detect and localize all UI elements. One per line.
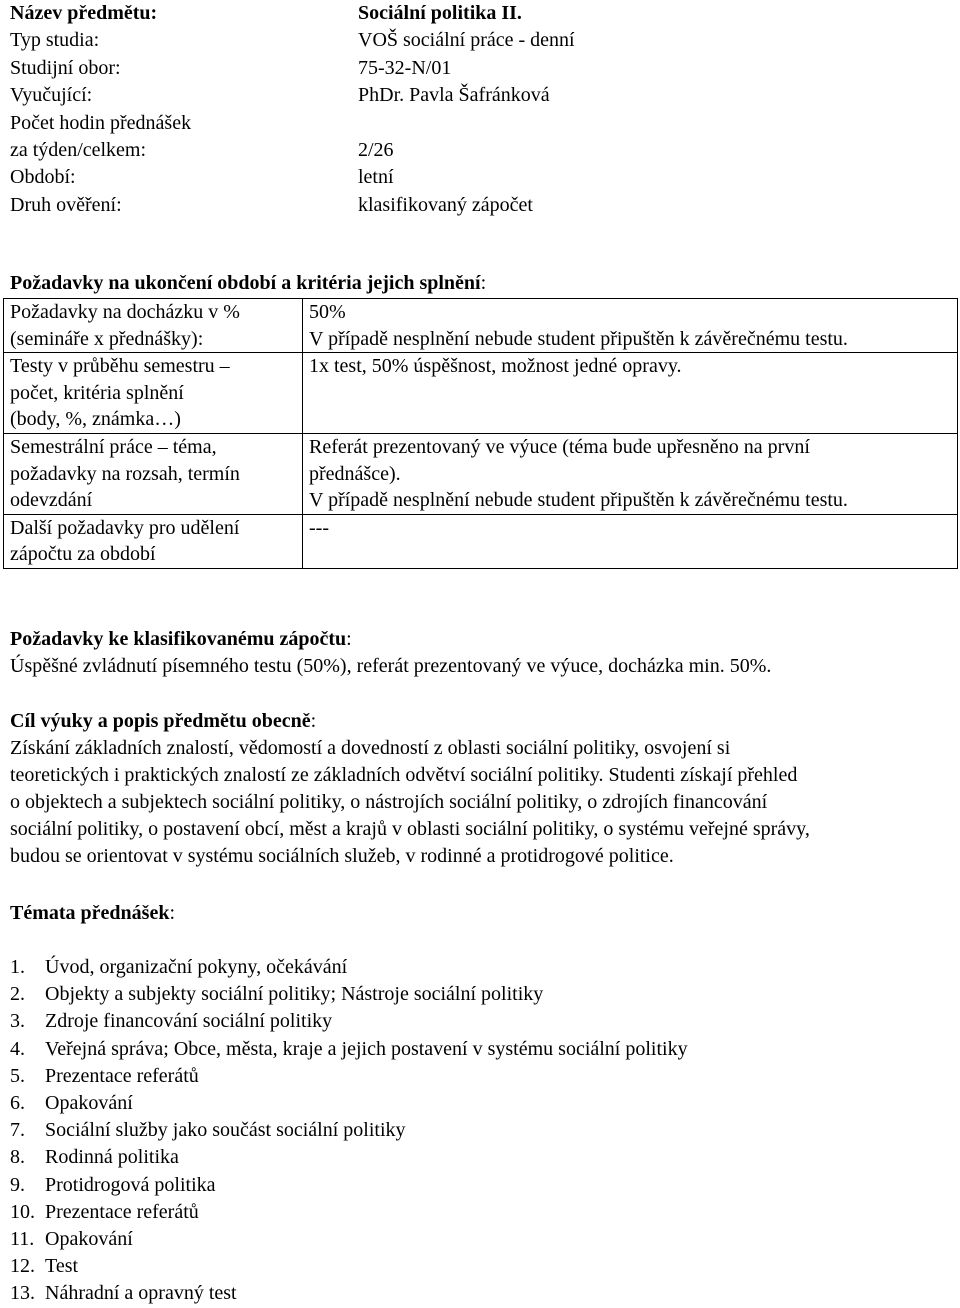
list-item-text: Prezentace referátů xyxy=(45,1064,199,1087)
header-value: 75-32-N/01 xyxy=(358,56,452,79)
list-item xyxy=(10,1253,688,1280)
cell-line: (body, %, známka…) xyxy=(10,408,181,431)
list-item-number: 11. xyxy=(10,1228,35,1251)
list-item-number: 5. xyxy=(10,1064,25,1087)
list-item-number: 3. xyxy=(10,1010,25,1033)
requirement-value-cell xyxy=(303,514,958,568)
header-value: PhDr. Pavla Šafránková xyxy=(358,84,550,107)
list-item xyxy=(10,1172,688,1199)
list-item xyxy=(10,1144,688,1171)
list-item-text: Protidrogová politika xyxy=(45,1173,216,1196)
table-row xyxy=(4,514,958,568)
list-item-text: Test xyxy=(45,1255,79,1278)
list-item-text: Prezentace referátů xyxy=(45,1200,199,1223)
header-label: Typ studia: xyxy=(10,29,100,52)
header-label: Počet hodin přednášek xyxy=(10,111,192,134)
paragraph-line: budou se orientovat v systému sociálních služeb, v rodinné a protidrogové politice. xyxy=(10,845,674,867)
requirement-value-cell xyxy=(303,433,958,514)
list-item-number: 10. xyxy=(10,1200,35,1223)
cell-line: přednášce). xyxy=(309,462,401,485)
header-row-verification xyxy=(10,192,950,219)
goal-title xyxy=(10,708,316,735)
header-row-teacher xyxy=(10,82,950,109)
list-item-text: Zdroje financování sociální politiky xyxy=(45,1010,333,1033)
requirements-title-text: Požadavky na ukončení období a kritéria jejich splnění xyxy=(10,272,481,294)
requirement-value-cell xyxy=(303,299,958,353)
list-item-number: 8. xyxy=(10,1146,25,1169)
list-item xyxy=(10,1226,688,1253)
header-label: Vyučující: xyxy=(10,84,93,107)
list-item xyxy=(10,1008,688,1035)
list-item-number: 7. xyxy=(10,1119,25,1142)
header-row-period xyxy=(10,164,950,191)
cell-line: --- xyxy=(309,516,329,539)
list-item-text: Náhradní a opravný test xyxy=(45,1282,237,1305)
classified-title-colon: : xyxy=(346,628,352,650)
header-row-field xyxy=(10,55,950,82)
list-item xyxy=(10,1117,688,1144)
cell-line: V případě nesplnění nebude student připuštěn k závěrečnému testu. xyxy=(309,489,848,512)
list-item xyxy=(10,954,688,981)
header-label: Druh ověření: xyxy=(10,193,122,216)
list-item xyxy=(10,1280,688,1307)
header-label: Období: xyxy=(10,166,76,189)
header-value: Sociální politika II. xyxy=(358,2,522,24)
list-item xyxy=(10,1063,688,1090)
requirements-title xyxy=(10,270,486,297)
classified-title xyxy=(10,626,352,653)
list-item-number: 6. xyxy=(10,1092,25,1115)
header-row-hours xyxy=(10,137,950,164)
list-item xyxy=(10,1090,688,1117)
cell-line: Semestrální práce – téma, xyxy=(10,435,217,458)
list-item-text: Úvod, organizační pokyny, očekávání xyxy=(45,956,348,978)
topics-title-text: Témata přednášek xyxy=(10,902,170,924)
paragraph-line: sociální politiky, o postavení obcí, měst a krajů v oblasti sociální politiky, o systému veřejné správy, xyxy=(10,818,810,840)
requirement-label-cell xyxy=(4,433,303,514)
header-label: za týden/celkem: xyxy=(10,138,147,161)
list-item xyxy=(10,1199,688,1226)
table-row xyxy=(4,353,958,434)
list-item xyxy=(10,981,688,1008)
topics-list xyxy=(10,954,688,1308)
topics-title-colon: : xyxy=(169,902,176,924)
requirement-label-cell xyxy=(4,299,303,353)
list-item-number: 12. xyxy=(10,1255,35,1278)
header-value: letní xyxy=(358,166,394,189)
topics-title xyxy=(10,900,175,927)
list-item-text: Objekty a subjekty sociální politiky; Nástroje sociální politiky xyxy=(45,983,544,1006)
cell-line: zápočtu za období xyxy=(10,543,156,566)
list-item-text: Sociální služby jako součást sociální politiky xyxy=(45,1119,406,1142)
cell-line: Referát prezentovaný ve výuce (téma bude upřesněno na první xyxy=(309,435,810,458)
cell-line: 50% xyxy=(309,301,346,323)
list-item-text: Opakování xyxy=(45,1228,133,1251)
cell-line: Další požadavky pro udělení xyxy=(10,516,240,539)
list-item-number: 9. xyxy=(10,1173,25,1196)
header-value: VOŠ sociální práce - denní xyxy=(358,29,575,52)
classified-title-text: Požadavky ke klasifikovanému zápočtu xyxy=(10,628,347,650)
header-row-hours-title xyxy=(10,110,950,137)
table-row xyxy=(4,433,958,514)
header-value: 2/26 xyxy=(358,138,394,161)
requirements-table xyxy=(3,298,958,569)
goal-title-colon: : xyxy=(310,710,317,732)
goal-paragraph xyxy=(10,735,955,870)
header-label: Studijní obor: xyxy=(10,56,121,79)
classified-text xyxy=(10,653,955,680)
goal-title-text: Cíl výuky a popis předmětu obecně xyxy=(10,710,311,732)
cell-line: (semináře x přednášky): xyxy=(10,327,204,350)
cell-line: Požadavky na docházku v % xyxy=(10,301,240,323)
header-row-course-name xyxy=(10,0,950,27)
cell-line: požadavky na rozsah, termín xyxy=(10,462,240,485)
paragraph-line: Úspěšné zvládnutí písemného testu (50%), referát prezentovaný ve výuce, docházka min. 50%. xyxy=(10,655,772,677)
paragraph-line: teoretických i praktických znalostí ze základních odvětví sociální politiky. Studenti získají přehled xyxy=(10,764,798,786)
paragraph-line: Získání základních znalostí, vědomostí a dovedností z oblasti sociální politiky, osvojení si xyxy=(10,737,731,759)
course-header xyxy=(10,0,950,219)
paragraph-line: o objektech a subjektech sociální politiky, o nástrojích sociální politiky, o zdrojích financování xyxy=(10,791,768,813)
table-row xyxy=(4,299,958,353)
header-value: klasifikovaný zápočet xyxy=(358,193,533,216)
cell-line: počet, kritéria splnění xyxy=(10,381,184,404)
header-row-study-type xyxy=(10,27,950,54)
list-item-text: Veřejná správa; Obce, města, kraje a jejich postavení v systému sociální politiky xyxy=(45,1037,688,1060)
list-item-number: 4. xyxy=(10,1037,25,1060)
requirement-label-cell xyxy=(4,353,303,434)
cell-line: 1x test, 50% úspěšnost, možnost jedné opravy. xyxy=(309,355,682,378)
list-item-text: Rodinná politika xyxy=(45,1146,179,1169)
requirements-title-colon: : xyxy=(480,272,487,294)
cell-line: Testy v průběhu semestru – xyxy=(10,355,230,378)
cell-line: odevzdání xyxy=(10,489,93,512)
requirement-value-cell xyxy=(303,353,958,434)
requirement-label-cell xyxy=(4,514,303,568)
list-item-number: 13. xyxy=(10,1282,35,1305)
list-item-number: 1. xyxy=(10,956,25,978)
header-label: Název předmětu: xyxy=(10,2,158,24)
list-item-number: 2. xyxy=(10,983,25,1006)
list-item xyxy=(10,1036,688,1063)
cell-line: V případě nesplnění nebude student připuštěn k závěrečnému testu. xyxy=(309,327,848,350)
list-item-text: Opakování xyxy=(45,1092,133,1115)
